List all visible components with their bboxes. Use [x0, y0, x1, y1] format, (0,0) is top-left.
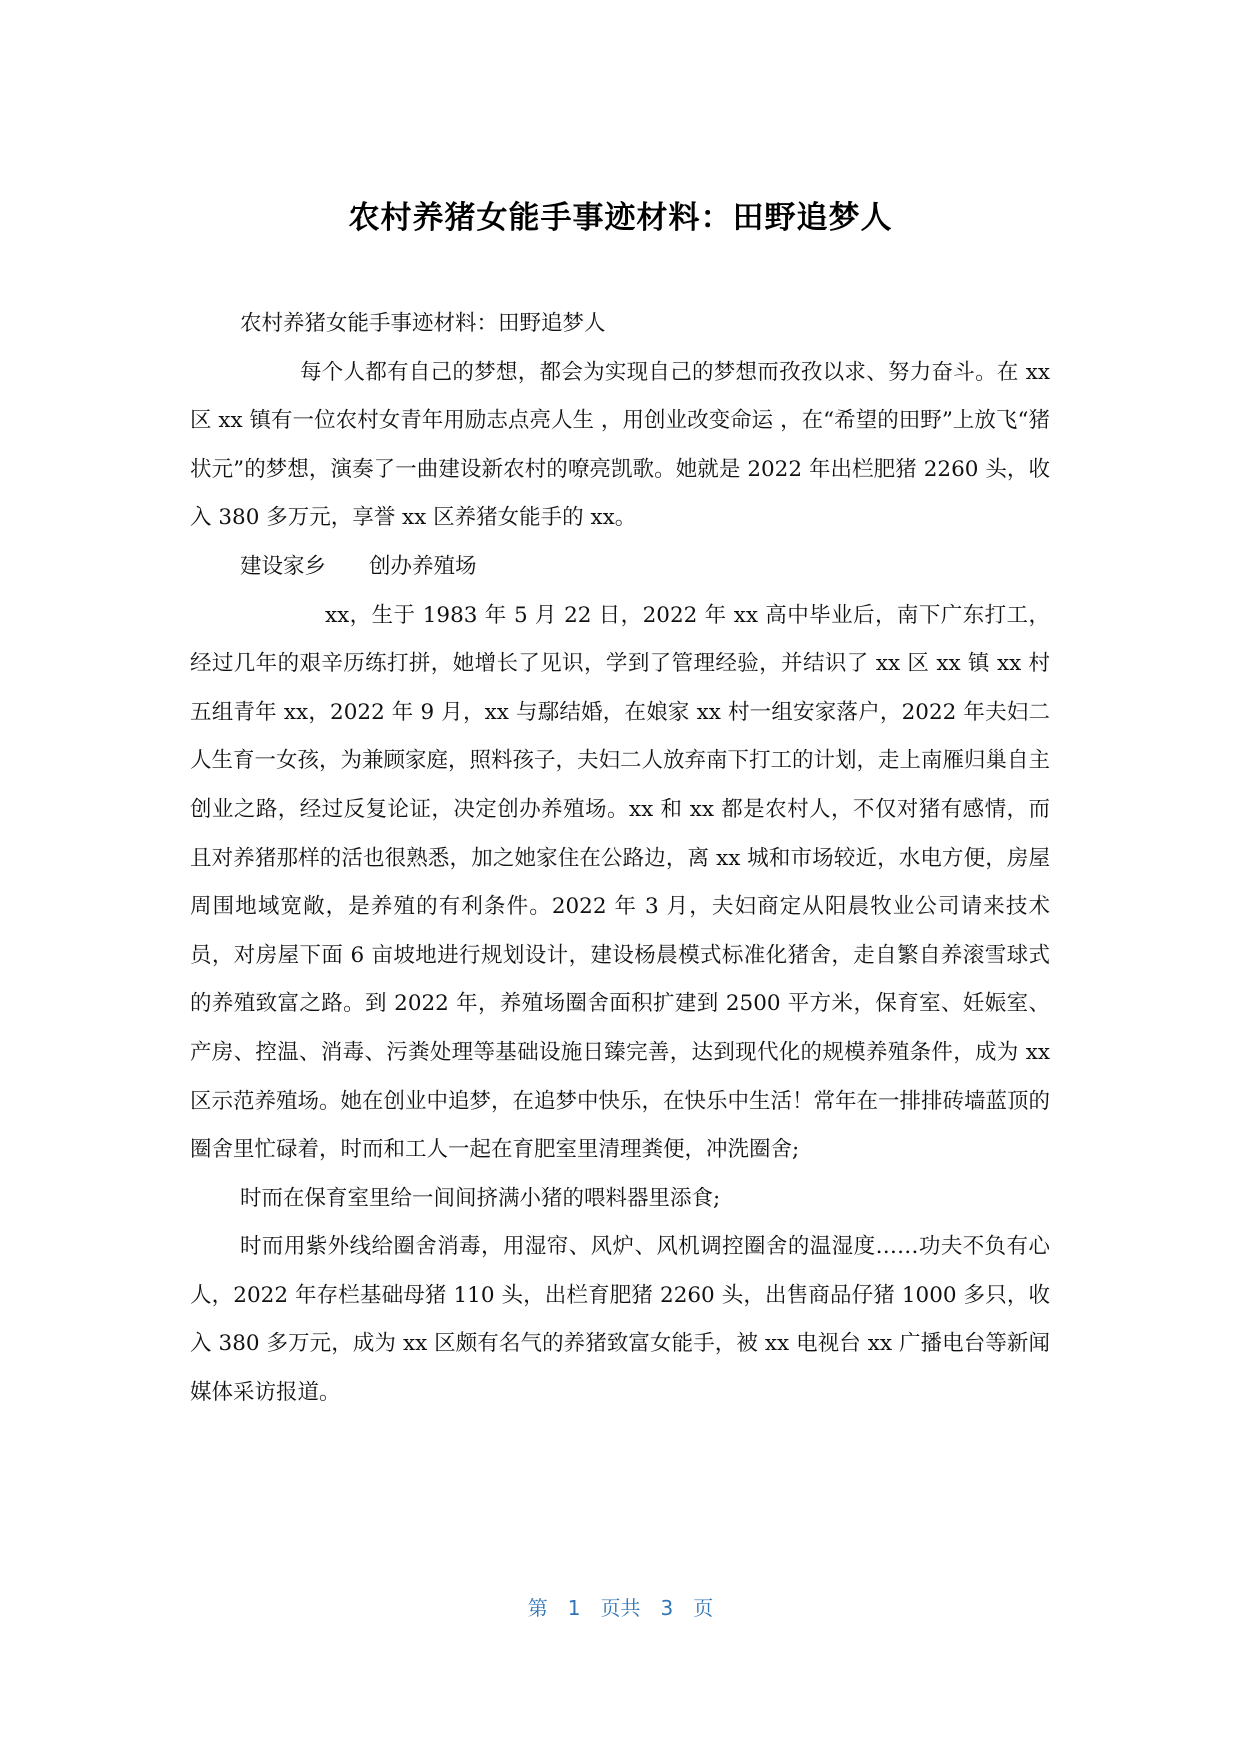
- section-heading: 建设家乡 创办养殖场: [240, 553, 477, 579]
- paragraph-results: 时而用紫外线给圈舍消毒，用湿帘、风炉、风机调控圈舍的温湿度……功夫不负有心人，2022 年存栏基础母猪 110 头，出栏育肥猪 2260 头，出售商品仔猪 1000 多只，收入 380 多万元，成为 xx 区颇有名气的养猪致富女能手，被 xx 电视台 xx 广播电台等新闻媒体采访报道。: [190, 1234, 1050, 1406]
- footer-suffix: 页: [693, 1596, 714, 1620]
- footer-total-pages: 3: [660, 1596, 674, 1620]
- document-body: [190, 300, 1050, 1418]
- paragraph-intro: 每个人都有自己的梦想，都会为实现自己的梦想而孜孜以求、努力奋斗。在 xx 区 xx 镇有一位农村女青年用励志点亮人生 ，用创业改变命运 ，在“希望的田野”上放飞“猪状元”的梦想，演奏了一曲建设新农村的嘹亮凯歌。她就是 2022 年出栏肥猪 2260 头，收入 380 多万元，享誉 xx 区养猪女能手的 xx。: [190, 359, 1050, 531]
- paragraph-story: xx，生于 1983 年 5 月 22 日，2022 年 xx 高中毕业后，南下广东打工，经过几年的艰辛历练打拼，她增长了见识，学到了管理经验，并结识了 xx 区 xx 镇 xx 村五组青年 xx，2022 年 9 月，xx 与鄢结婚，在娘家 xx 村一组安家落户，2022 年夫妇二人生育一女孩，为兼顾家庭，照料孩子，夫妇二人放弃南下打工的计划，走上南雁归巢自主创业之路，经过反复论证，决定创办养殖场。xx 和 xx 都是农村人，不仅对猪有感情，而且对养猪那样的活也很熟悉，加之她家住在公路边，离 xx 城和市场较近，水电方便，房屋周围地域宽敞，是养殖的有利条件。2022 年 3 月，夫妇商定从阳晨牧业公司请来技术员，对房屋下面 6 亩坡地进行规划设计，建设杨晨模式标准化猪舍，走自繁自养滚雪球式的养殖致富之路。到 2022 年，养殖场圈舍面积扩建到 2500 平方米，保育室、妊娠室、产房、控温、消毒、污粪处理等基础设施日臻完善，达到现代化的规模养殖条件，成为 xx 区示范养殖场。她在创业中追梦，在追梦中快乐，在快乐中生活！常年在一排排砖墙蓝顶的圈舍里忙碌着，时而和工人一起在育肥室里清理粪便，冲洗圈舍;: [190, 602, 1051, 1163]
- paragraph-subtitle: 农村养猪女能手事迹材料：田野追梦人: [240, 311, 606, 336]
- footer-middle: 页共: [600, 1596, 641, 1620]
- footer-prefix: 第: [527, 1596, 548, 1620]
- page-footer: [0, 1592, 1241, 1621]
- footer-page-number: 1: [567, 1596, 581, 1620]
- document-title: 农村养猪女能手事迹材料：田野追梦人: [348, 200, 893, 236]
- paragraph-feeding: 时而在保育室里给一间间挤满小猪的喂料器里添食;: [240, 1185, 721, 1211]
